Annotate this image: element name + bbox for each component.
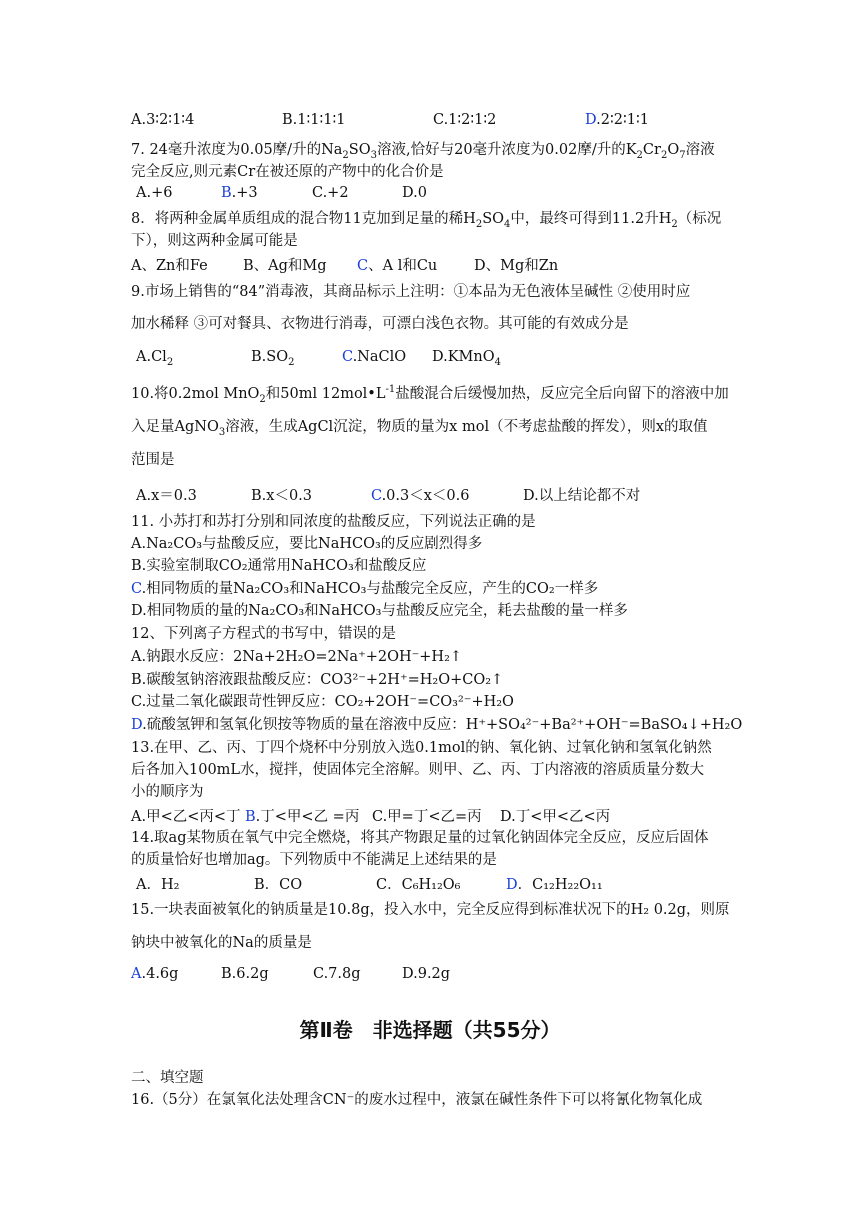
q14-option-d: D．C₁₂H₂₂O₁₁ (506, 877, 603, 893)
q13-option-c: C.甲=丁<乙=丙 (372, 809, 482, 825)
q15-option-a: A.4.6g (131, 966, 179, 982)
q12-stem: 12、下列离子方程式的书写中，错误的是 (131, 626, 396, 642)
q9-option-b: $B.SO_2$ (251, 349, 295, 368)
q10-stem-line1: 10.将0.2mol MnO$_2$和50ml $12mol•L^{-1}$盐酸混合后缓慢加热，反应完全后向留下的溶液中加 (131, 384, 729, 405)
q7-option-d: D.0 (402, 185, 427, 201)
q11-stem: 11. 小苏打和苏打分别和同浓度的盐酸反应，下列说法正确的是 (131, 514, 536, 530)
q12-option-a: A.钠跟水反应：2Na+2H₂O=2Na⁺+2OH⁻+H₂↑ (131, 649, 463, 665)
q9-option-a: $A.Cl_2$ (136, 349, 174, 368)
q8-stem-line1: 8．将两种金属单质组成的混合物11克加到足量的稀$H_2SO_4$中，最终可得到11.2升$H_2$（标况 (131, 211, 722, 230)
q10-option-b: B.x＜0.3 (251, 488, 313, 504)
q15-stem-line2: 钠块中被氧化的Na的质量是 (131, 935, 312, 951)
q12-option-c: C.过量二氧化碳跟苛性钾反应：CO₂+2OH⁻=CO₃²⁻+H₂O (131, 694, 514, 710)
q14-stem-line1: 14.取ag某物质在氧气中完全燃烧，将其产物跟足量的过氧化钠固体完全反应，反应后固体 (131, 830, 709, 846)
q15-stem-line1: 15.一块表面被氧化的钠质量是10.8g，投入水中，完全反应得到标准状况下的H₂ 0.2g，则原 (131, 902, 730, 918)
q13-stem-line3: 小的顺序为 (131, 784, 204, 800)
q6-option-d: D.2∶2∶1∶1 (585, 112, 649, 128)
q10-option-a: A.x＝0.3 (136, 488, 197, 504)
q12-option-d: D.硫酸氢钾和氢氧化钡按等物质的量在溶液中反应：H⁺+SO₄²⁻+Ba²⁺+OH⁻=BaSO₄↓+H₂O (131, 717, 743, 733)
q8-option-d: D、Mg和Zn (474, 258, 559, 274)
q15-option-d: D.9.2g (402, 966, 451, 982)
q10-option-c: C.0.3＜x＜0.6 (371, 488, 470, 504)
q8-option-b: B、Ag和Mg (243, 258, 327, 274)
q7-option-b: B.+3 (221, 185, 258, 201)
section-title: 第Ⅱ卷 非选择题（共55分） (299, 1018, 561, 1042)
q13-stem-line1: 13.在甲、乙、丙、丁四个烧杯中分别放入选0.1mol的钠、氧化钠、过氧化钠和氢氧化钠然 (131, 740, 712, 756)
q8-stem-line2: 下），则这两种金属可能是 (131, 233, 298, 249)
q14-option-c: C．C₆H₁₂O₆ (376, 877, 461, 893)
q9-stem-line2: 加水稀释 ③可对餐具、衣物进行消毒，可漂白浅色衣物。其可能的有效成分是 (131, 316, 629, 332)
q6-option-a: A.3∶2∶1∶4 (131, 112, 195, 128)
q7-stem-line1: 7. 24毫升浓度为0.05摩/升的$Na_2SO_3$溶液,恰好与20毫升浓度为0.02摩/升的$K_2Cr_2O_7$溶液 (131, 142, 715, 161)
q10-option-d: D.以上结论都不对 (523, 488, 641, 504)
q15-option-c: C.7.8g (313, 966, 361, 982)
q14-stem-line2: 的质量恰好也增加ag。下列物质中不能满足上述结果的是 (131, 852, 497, 868)
q7-stem-line2: 完全反应,则元素Cr在被还原的产物中的化合价是 (131, 164, 444, 180)
q13-option-b: B.丁<甲<乙 =丙 (245, 809, 360, 825)
q9-stem-line1: 9.市场上销售的“84”消毒液，其商品标示上注明：①本品为无色液体呈碱性 ②使用时应 (131, 284, 691, 300)
q16-stem-line1: 16.（5分）在氯氧化法处理含CN⁻的废水过程中，液氯在碱性条件下可以将氰化物氧化成 (131, 1092, 703, 1108)
q11-option-d: D.相同物质的量的Na₂CO₃和NaHCO₃与盐酸反应完全，耗去盐酸的量一样多 (131, 603, 628, 619)
q14-option-b: B．CO (254, 877, 303, 893)
q15-option-b: B.6.2g (221, 966, 269, 982)
q13-option-d: D.丁<甲<乙<丙 (500, 809, 611, 825)
q10-stem-line2: 入足量AgNO$_3$溶液，生成AgCl沉淀，物质的量为x mol（不考虑盐酸的挥发），则x的取值 (131, 419, 708, 438)
q11-option-a: A.Na₂CO₃与盐酸反应，要比NaHCO₃的反应剧烈得多 (131, 536, 483, 552)
q7-option-a: A.+6 (136, 185, 173, 201)
q6-option-c: C.1∶2∶1∶2 (433, 112, 497, 128)
q11-option-c: C.相同物质的量Na₂CO₃和NaHCO₃与盐酸完全反应，产生的CO₂一样多 (131, 581, 599, 597)
q9-option-c: C.NaClO (342, 349, 407, 365)
q13-option-a: A.甲<乙<丙<丁 (131, 809, 241, 825)
q14-option-a: A．H₂ (136, 877, 180, 893)
q9-option-d: D.KMnO$_4$ (432, 349, 501, 368)
q8-option-a: A、Zn和Fe (131, 258, 208, 274)
q8-option-c: C、A l和Cu (357, 258, 438, 274)
q13-stem-line2: 后各加入100mL水，搅拌，使固体完全溶解。则甲、乙、丙、丁内溶液的溶质质量分数大 (131, 762, 705, 778)
q10-stem-line3: 范围是 (131, 452, 175, 468)
q12-option-b: B.碳酸氢钠溶液跟盐酸反应：CO3²⁻+2H⁺=H₂O+CO₂↑ (131, 672, 504, 688)
section-fill-heading: 二、填空题 (131, 1070, 204, 1086)
q6-option-b: B.1∶1∶1∶1 (282, 112, 346, 128)
q7-option-c: C.+2 (312, 185, 349, 201)
q11-option-b: B.实验室制取CO₂通常用NaHCO₃和盐酸反应 (131, 558, 427, 574)
